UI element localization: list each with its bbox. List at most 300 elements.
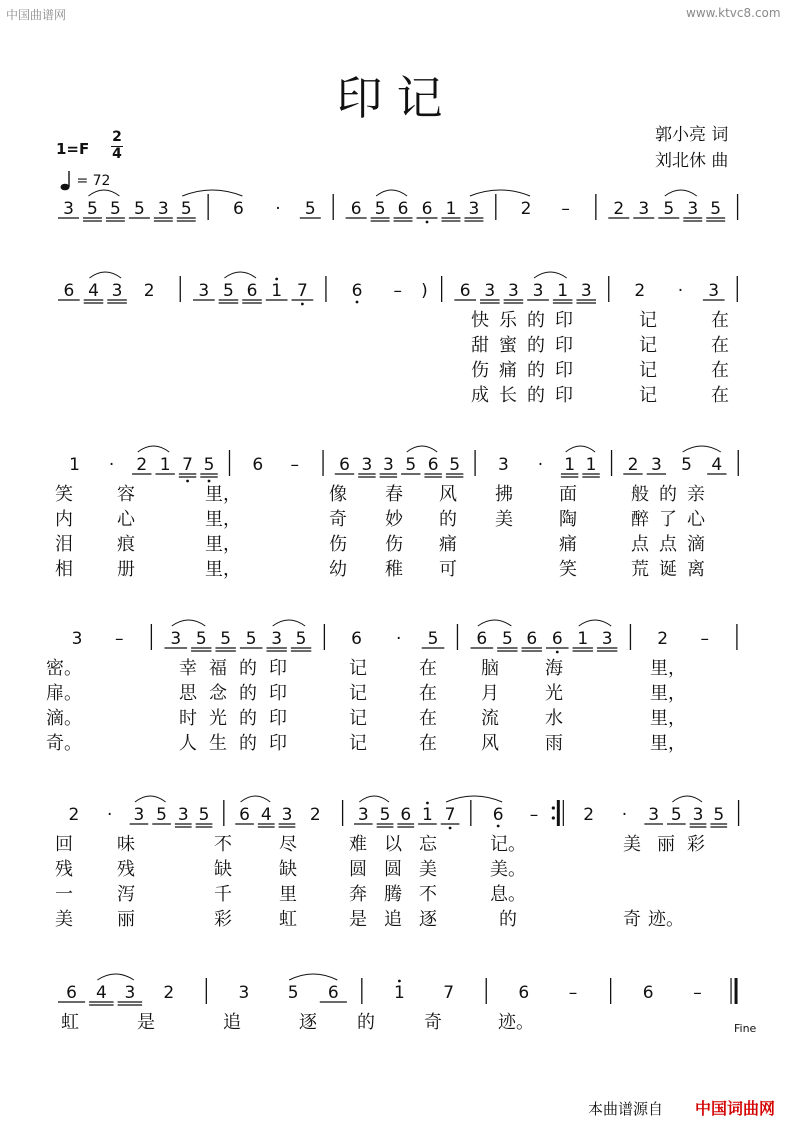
high-octave-dot: [426, 802, 429, 805]
lyric-char: 在: [711, 360, 729, 381]
lyric-char: 了: [659, 509, 677, 530]
score-note: 5: [180, 199, 192, 219]
score-note: 3: [157, 199, 169, 219]
lyric-char: 腾: [384, 884, 402, 905]
lyric-char: 般: [631, 484, 649, 505]
slur-arc: [241, 796, 271, 802]
score-note: 5: [133, 199, 145, 219]
lyric-char: 的: [357, 1012, 375, 1033]
lyric-char: 在: [419, 708, 437, 729]
lyric-char: 密。: [46, 658, 82, 679]
score-note: 5: [663, 199, 675, 219]
score-note: 6: [397, 199, 409, 219]
lyric-char: 的: [239, 658, 257, 679]
score-row: [58, 974, 757, 1035]
score-row: [46, 620, 737, 754]
score-note: 3: [648, 805, 660, 825]
lyric-char: 是: [137, 1012, 155, 1033]
key-signature: 1=F: [56, 140, 90, 158]
score-note: 5: [87, 199, 98, 219]
lyric-char: 心: [687, 509, 705, 530]
score-note: 5: [405, 455, 417, 475]
lyric-char: 美。: [490, 859, 526, 880]
score-note: 5: [379, 805, 391, 825]
score-row: [58, 190, 738, 223]
lyric-char: 在: [711, 310, 729, 331]
lyric-char: 成: [471, 385, 489, 406]
lyric-char: 面: [559, 484, 577, 505]
score-note: 6: [63, 281, 75, 301]
score-note: 3: [281, 805, 293, 825]
score-note: 6: [427, 455, 439, 475]
slur-arc: [683, 446, 721, 452]
lyric-char: 痛: [559, 534, 577, 555]
score-note: 2: [163, 983, 175, 1003]
slur-arc: [579, 620, 611, 626]
lyric-char: 福: [209, 658, 227, 679]
lyric-char: 奔: [349, 884, 367, 905]
score-note: 5: [427, 629, 439, 649]
lyric-char: 逐: [419, 909, 437, 930]
score-note: 3: [692, 805, 704, 825]
lyric-char: 美: [495, 509, 513, 530]
lyric-char: 记: [349, 658, 367, 679]
slur-arc: [88, 190, 119, 196]
score-note: 5: [203, 455, 215, 475]
watermark-left: 中国曲谱网: [6, 8, 67, 22]
slur-arc: [224, 272, 256, 278]
lyric-char: 蜜: [499, 335, 517, 356]
score-note: 1: [271, 281, 283, 301]
score-note: 1: [577, 629, 589, 649]
score-note: ·: [108, 455, 115, 475]
score-note: 2: [520, 199, 532, 219]
lyric-char: 的: [239, 708, 257, 729]
low-octave-dot: [186, 480, 189, 483]
score-note: –: [561, 199, 570, 219]
lyric-char: 彩: [214, 909, 232, 930]
score-note: 3: [361, 455, 373, 475]
lyric-char: 里: [279, 884, 297, 905]
lyric-char: 逐: [299, 1012, 317, 1033]
slur-arc: [470, 190, 530, 196]
fine-marking: Fine: [734, 1022, 757, 1035]
score-note: 2: [143, 281, 155, 301]
lyric-char: 圆: [384, 859, 402, 880]
lyric-char: 圆: [349, 859, 367, 880]
slur-arc: [182, 190, 242, 196]
score-note: 6: [239, 805, 250, 825]
lyric-char: 在: [419, 733, 437, 754]
lyric-char: 印: [269, 733, 287, 754]
site-name[interactable]: 中国词曲网: [695, 1099, 776, 1118]
score-note: 2: [657, 629, 669, 649]
score-note: 5: [195, 629, 207, 649]
slur-arc: [97, 974, 134, 980]
lyric-char: 长: [499, 385, 517, 406]
score-row: [55, 446, 738, 580]
lyric-char: 虹: [279, 909, 297, 930]
lyric-char: 的: [527, 335, 545, 356]
score-note: 1: [564, 455, 576, 475]
lyric-char: 息。: [490, 884, 526, 905]
lyric-char: 水: [545, 708, 563, 729]
lyric-char: 的: [527, 360, 545, 381]
tempo-value: = 72: [76, 173, 111, 189]
lyric-char: 陶: [559, 509, 577, 530]
score-note: 4: [711, 455, 723, 475]
score-note: 6: [351, 629, 362, 649]
score-note: 6: [327, 983, 339, 1003]
low-octave-dot: [356, 301, 359, 304]
score-note: 6: [492, 805, 504, 825]
lyric-char: 迹。: [498, 1012, 534, 1033]
score-note: 2: [68, 805, 80, 825]
score-note: 3: [238, 983, 250, 1003]
score-note: 5: [501, 629, 513, 649]
lyric-char: 美: [623, 834, 641, 855]
lyric-char: 脑: [481, 658, 499, 679]
slur-arc: [665, 190, 697, 196]
score-note: 5: [198, 805, 210, 825]
lyric-char: 追: [384, 909, 402, 930]
lyric-char: 拂: [495, 484, 513, 505]
score-note: 3: [382, 455, 394, 475]
score-note: ·: [537, 455, 544, 475]
lyric-char: 乐: [499, 310, 517, 331]
lyric-char: 彩: [687, 834, 705, 855]
repeat-dot: [552, 816, 555, 819]
lyricist-credit: 郭小亮 词: [655, 125, 729, 145]
score-note: 6: [551, 629, 563, 649]
lyric-char: 迹。: [648, 909, 684, 930]
slur-arc: [359, 796, 389, 802]
lyric-char: 流: [481, 708, 499, 729]
lyric-char: 缺: [214, 859, 232, 880]
score-note: 6: [421, 199, 433, 219]
score-note: 6: [526, 629, 538, 649]
lyric-char: 美: [55, 909, 73, 930]
lyric-char: 追: [223, 1012, 241, 1033]
score-note: 5: [295, 629, 307, 649]
lyric-char: 光: [209, 708, 227, 729]
lyric-char: 在: [419, 683, 437, 704]
lyric-char: 里，: [205, 534, 241, 555]
score-note: 3: [580, 281, 592, 301]
score-note: 2: [136, 455, 148, 475]
score-note: 6: [642, 983, 654, 1003]
score-note: 6: [252, 455, 264, 475]
score-note: 6: [400, 805, 412, 825]
slur-arc: [376, 190, 407, 196]
lyric-char: 味: [117, 834, 135, 855]
score-note: 4: [260, 805, 272, 825]
score-note: 3: [124, 983, 136, 1003]
high-octave-dot: [398, 980, 401, 983]
lyric-char: 记: [349, 733, 367, 754]
score-note: 6: [351, 281, 363, 301]
lyric-char: 里，: [650, 658, 686, 679]
lyric-char: 点: [631, 534, 649, 555]
score-note: 7: [443, 983, 455, 1003]
score-note: 5: [710, 199, 722, 219]
score-note: –: [290, 455, 300, 475]
lyric-char: 里，: [650, 708, 686, 729]
lyric-char: 雨: [545, 733, 563, 754]
score-note: 5: [670, 805, 682, 825]
lyric-char: 的: [239, 733, 257, 754]
low-octave-dot: [556, 651, 559, 654]
lyric-char: 点: [659, 534, 677, 555]
lyric-char: 诞: [659, 559, 677, 580]
slur-arc: [273, 620, 305, 626]
score-note: 1: [159, 455, 171, 475]
watermark-right: www.ktvc8.com: [686, 6, 781, 20]
lyric-char: 印: [555, 385, 573, 406]
lyric-char: 思: [179, 683, 197, 704]
lyric-char: 稚: [385, 559, 403, 580]
lyric-char: 像: [329, 484, 347, 505]
lyric-char: 印: [555, 360, 573, 381]
lyric-char: 的: [239, 683, 257, 704]
score-note: 3: [177, 805, 189, 825]
lyric-char: 回: [55, 834, 73, 855]
lyric-char: 记: [639, 360, 657, 381]
lyric-char: 丽: [657, 834, 675, 855]
slur-arc: [172, 620, 206, 626]
lyric-char: 册: [117, 559, 135, 580]
score-note: ·: [275, 199, 281, 219]
lyric-char: 里，: [205, 509, 241, 530]
score-note: 2: [583, 805, 595, 825]
lyric-char: 的: [499, 909, 517, 930]
score-note: ): [421, 281, 428, 301]
time-numerator: 2: [112, 129, 122, 145]
lyric-char: 醉: [631, 509, 649, 530]
lyric-char: 风: [481, 733, 499, 754]
score-note: –: [693, 983, 702, 1003]
score-note: 6: [350, 199, 362, 219]
lyric-char: 的: [439, 509, 457, 530]
lyric-char: 扉。: [46, 683, 82, 704]
lyric-char: 美: [419, 859, 437, 880]
slur-arc: [135, 796, 166, 802]
lyric-char: 泪: [55, 534, 73, 555]
score-note: 3: [71, 629, 83, 649]
lyric-char: 记: [639, 310, 657, 331]
lyric-char: 亲: [687, 484, 705, 505]
score-note: 6: [518, 983, 530, 1003]
lyric-char: 笑: [55, 484, 73, 505]
lyric-char: 痛: [499, 360, 517, 381]
lyric-char: 内: [55, 509, 73, 530]
score-note: 2: [613, 199, 625, 219]
lyric-char: 里，: [650, 733, 686, 754]
lyric-char: 容: [117, 484, 135, 505]
lyric-char: 妙: [385, 509, 403, 530]
score-note: 5: [449, 455, 461, 475]
lyric-char: 奇: [424, 1012, 442, 1033]
lyric-char: 人: [179, 733, 197, 754]
lyric-char: 残: [55, 859, 73, 880]
score-note: –: [393, 281, 402, 301]
lyric-char: 伤: [329, 534, 347, 555]
lyric-char: 痕: [117, 534, 135, 555]
lyric-char: 心: [117, 509, 135, 530]
lyric-char: 的: [527, 385, 545, 406]
source-label: 本曲谱源自: [588, 1100, 664, 1118]
score-note: 4: [88, 281, 99, 301]
lyric-char: 记: [639, 335, 657, 356]
lyric-char: 记。: [490, 834, 526, 855]
score-note: 3: [170, 629, 182, 649]
score-note: 3: [133, 805, 145, 825]
score-note: –: [568, 983, 578, 1003]
lyric-char: 风: [439, 484, 457, 505]
lyric-char: 快: [471, 310, 489, 331]
slur-arc: [534, 272, 567, 278]
slur-arc: [289, 974, 337, 980]
score-note: 2: [634, 281, 646, 301]
lyric-char: 月: [481, 683, 499, 704]
score-note: 7: [182, 455, 193, 475]
lyric-char: 里，: [650, 683, 686, 704]
score-note: 1: [393, 983, 405, 1003]
lyric-char: 残: [117, 859, 135, 880]
lyric-char: 记: [349, 708, 367, 729]
lyric-char: 不: [419, 884, 437, 905]
lyric-char: 在: [711, 335, 729, 356]
lyric-char: 滴。: [46, 708, 82, 729]
score-note: ·: [107, 805, 113, 825]
score-note: 3: [650, 455, 662, 475]
score-note: ·: [621, 805, 628, 825]
composer-credit: 刘北休 曲: [655, 151, 729, 171]
score-note: 2: [627, 455, 639, 475]
lyric-char: 忘: [419, 834, 437, 855]
score-note: 6: [232, 199, 244, 219]
score-note: 3: [271, 629, 283, 649]
lyric-char: 时: [179, 708, 197, 729]
score-note: 1: [422, 805, 433, 825]
lyric-char: 缺: [279, 859, 297, 880]
score-note: 3: [601, 629, 613, 649]
lyric-char: 离: [687, 559, 705, 580]
lyric-char: 难: [349, 834, 367, 855]
lyric-char: 幼: [329, 559, 347, 580]
slur-arc: [672, 796, 702, 802]
score-note: 6: [476, 629, 488, 649]
low-octave-dot: [449, 827, 452, 830]
slur-arc: [407, 446, 437, 452]
lyric-char: 光: [545, 683, 563, 704]
score-note: 3: [708, 281, 720, 301]
score-note: 6: [66, 983, 77, 1003]
score-note: 7: [444, 805, 456, 825]
score-note: 3: [497, 455, 509, 475]
lyric-char: 伤: [385, 534, 403, 555]
score-note: 1: [585, 455, 597, 475]
lyric-char: 奇。: [46, 733, 82, 754]
score-note: 5: [109, 199, 121, 219]
score-note: 5: [156, 805, 168, 825]
lyric-char: 不: [214, 834, 232, 855]
lyric-char: 海: [545, 658, 563, 679]
score-note: 1: [69, 455, 80, 475]
high-octave-dot: [275, 278, 278, 281]
lyric-char: 记: [639, 385, 657, 406]
lyric-char: 相: [55, 559, 73, 580]
score-note: 6: [459, 281, 471, 301]
slur-arc: [566, 446, 595, 452]
lyric-char: 虹: [61, 1012, 79, 1033]
score-note: ·: [395, 629, 402, 649]
score-note: 6: [246, 281, 258, 301]
score-note: 5: [304, 199, 316, 219]
song-title: 印记: [336, 71, 457, 125]
score-note: 3: [507, 281, 519, 301]
lyric-char: 春: [385, 484, 403, 505]
lyric-char: 可: [439, 559, 457, 580]
score-note: 3: [63, 199, 74, 219]
lyric-char: 痛: [439, 534, 457, 555]
lyric-char: 滴: [687, 534, 705, 555]
low-octave-dot: [426, 221, 429, 224]
score-note: 5: [223, 281, 234, 301]
lyric-char: 奇: [329, 509, 347, 530]
lyric-char: 伤: [471, 360, 489, 381]
lyric-char: 生: [209, 733, 227, 754]
score-note: 3: [198, 281, 210, 301]
time-denominator: 4: [112, 146, 122, 162]
slur-arc: [138, 446, 169, 452]
lyric-char: 以: [384, 834, 402, 855]
lyric-char: 丽: [117, 909, 135, 930]
score-note: 3: [357, 805, 369, 825]
score-note: 5: [245, 629, 257, 649]
lyric-char: 是: [349, 909, 367, 930]
score-note: 5: [220, 629, 232, 649]
lyric-char: 念: [209, 683, 227, 704]
lyric-char: 荒: [631, 559, 649, 580]
lyric-char: 里，: [205, 559, 241, 580]
lyric-char: 在: [711, 385, 729, 406]
score-note: 3: [687, 199, 699, 219]
lyric-char: 印: [555, 310, 573, 331]
lyric-char: 印: [269, 658, 287, 679]
lyric-char: 幸: [179, 658, 197, 679]
lyric-char: 甜: [471, 335, 489, 356]
lyric-char: 里，: [205, 484, 241, 505]
score-note: 5: [713, 805, 725, 825]
score-row: [58, 272, 737, 406]
score-note: 6: [339, 455, 350, 475]
lyric-char: 笑: [559, 559, 577, 580]
lyric-char: 泻: [117, 884, 135, 905]
slur-arc: [89, 272, 121, 278]
slur-arc: [478, 620, 512, 626]
low-octave-dot: [301, 303, 304, 306]
lyric-char: 印: [269, 683, 287, 704]
low-octave-dot: [497, 825, 500, 828]
lyric-char: 尽: [279, 834, 297, 855]
score-note: 2: [309, 805, 321, 825]
score-note: 5: [374, 199, 386, 219]
lyric-char: 一: [55, 884, 73, 905]
lyric-char: 印: [555, 335, 573, 356]
lyric-char: 的: [527, 310, 545, 331]
score-note: 1: [445, 199, 457, 219]
